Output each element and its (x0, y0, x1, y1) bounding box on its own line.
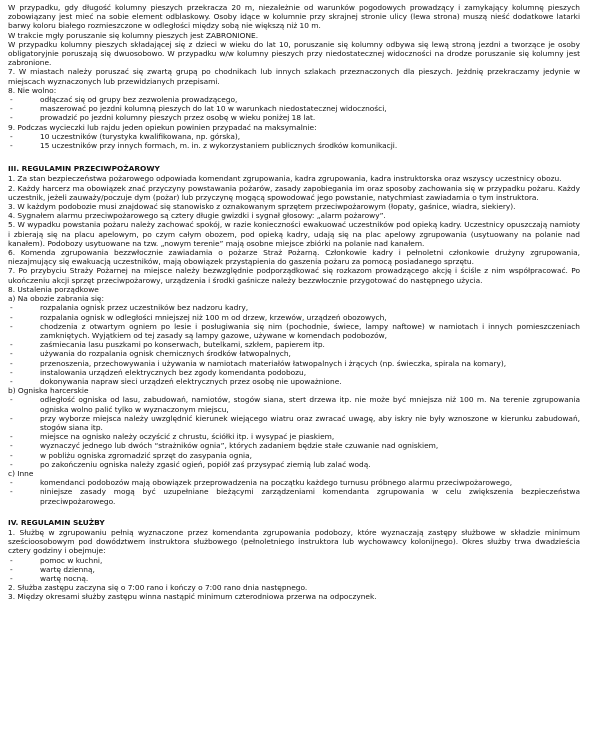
list-item: - odłączać się od grupy bez zezwolenia prowadzącego, (10, 95, 238, 105)
list-item: - wartę dzienną, (10, 564, 95, 574)
list-item-text: maszerować po jezdni kolumną pieszych do lat 10 w warunkach niedostatecznej widoczności, (40, 104, 387, 114)
list-item: - prowadzić po jezdni kolumny pieszych przez osobę w wieku poniżej 18 lat. (10, 113, 316, 123)
subsection-heading: a) Na obozie zabrania się: (8, 294, 104, 304)
list-item-text: rozpalania ognisk w odległości mniejszej niż 100 m od drzew, krzewów, urządzeń obozowych, (40, 312, 387, 322)
list-item: - rozpalania ognisk w odległości mniejszej niż 100 m od drzew, krzewów, urządzeń obozowych, (10, 312, 387, 322)
paragraph: 8. Nie wolno: (8, 85, 57, 95)
paragraph: 2. Służba zastępu zaczyna się o 7:00 rano i kończy o 7:00 rano dnia następnego. (8, 583, 308, 593)
list-item-text: dokonywania napraw sieci urządzeń elektrycznych przez osobę nie upoważnione. (40, 376, 342, 386)
paragraph: 7. Po przybyciu Straży Pożarnej na miejsce należy bezwzględnie podporządkować się rozkazom prowadzącego akcję i ściśle z nim współpracować. Po ukończeniu akcji sprzęt przeciwpożarowy, urządzenia i środki gaśnicze należy bezzwłocznie przygotować do następnego użycia. (8, 266, 580, 285)
list-item-text: rozpalania ognisk przez uczestników bez nadzoru kadry, (40, 303, 249, 313)
list-item: - pomoc w kuchni, (10, 555, 103, 565)
section-heading: III. REGULAMIN PRZECIWPOŻAROWY (8, 164, 160, 174)
list-item: - 15 uczestników przy innych formach, m. in. z wykorzystaniem publicznych środków komunikacji. (10, 141, 398, 151)
list-item-text: wartę dzienną, (40, 564, 95, 574)
list-item: - niniejsze zasady mogą być uzupełniane bieżącymi zarządzeniami komendanta zgrupowania w celu zwiększenia bezpieczeństwa przeciwpożarowego. (10, 487, 580, 506)
paragraph: W przypadku kolumny pieszych składającej się z dzieci w wieku do lat 10, poruszanie się kolumny odbywa się lewą stroną jezdni a tworzące je osoby obligatoryjnie poruszają się dwuosobowo. W przypadku w/w kolumny pieszych przy niedostatecznej widoczności na drodze poruszanie się kolumny jest zabronione. (8, 39, 580, 68)
paragraph: 1. Za stan bezpieczeństwa pożarowego odpowiada komendant zgrupowania, kadra zgrupowania, kadra instruktorska oraz wszyscy uczestnicy obozu. (8, 174, 562, 184)
list-item-text: zaśmiecania lasu puszkami po konserwach, butelkami, szkłem, papierem itp. (40, 340, 325, 350)
list-item-text: przy wyborze miejsca należy uwzględnić kierunek wiejącego wiatru oraz zwracać uwagę, aby iskry nie były wznoszone w kierunku zabudowań, stogów siana itp. (40, 413, 580, 432)
list-item-text: odległość ogniska od lasu, zabudowań, namiotów, stogów siana, stert drzewa itp. nie może być mniejsza niż 100 m. Na terenie zgrupowania ogniska wolno palić tylko w wyznaczonym miejscu, (40, 395, 580, 414)
list-item: - odległość ogniska od lasu, zabudowań, namiotów, stogów siana, stert drzewa itp. nie może być mniejsza niż 100 m. Na terenie zgrupowania ogniska wolno palić tylko w wyznaczonym miejscu, (10, 395, 580, 414)
list-item: - miejsce na ognisko należy oczyścić z chrustu, ściółki itp. i wysypać je piaskiem, (10, 432, 335, 442)
list-item-text: niniejsze zasady mogą być uzupełniane bieżącymi zarządzeniami komendanta zgrupowania w celu zwiększenia bezpieczeństwa przeciwpożarowego. (40, 487, 580, 506)
list-item: - chodzenia z otwartym ogniem po lesie i posługiwania się nim (pochodnie, świece, lampy naftowe) w namiotach i innych pomieszczeniach zamkniętych. Wyjątkiem od tej zasady są lampy gazowe, używane w komendach podobozów, (10, 321, 580, 340)
list-item-text: odłączać się od grupy bez zezwolenia prowadzącego, (40, 95, 238, 105)
list-item: - wartę nocną. (10, 573, 89, 583)
list-item-text: wyznaczyć jednego lub dwóch “strażników ognia”, których zadaniem będzie stałe czuwanie nad ogniskiem, (40, 441, 439, 451)
list-item: - dokonywania napraw sieci urządzeń elektrycznych przez osobę nie upoważnione. (10, 376, 342, 386)
list-item-text: instalowania urządzeń elektrycznych bez zgody komendanta podobozu, (40, 367, 307, 377)
paragraph: 3. W każdym podobozie musi znajdować się stanowisko z oznakowanym sprzętem przeciwpożarowym (łopaty, gaśnice, wiadra, siekiery). (8, 202, 516, 212)
list-item-text: w pobliżu ogniska zgromadzić sprzęt do zasypania ognia, (40, 450, 252, 460)
subsection-heading: b) Ogniska harcerskie (8, 386, 89, 396)
paragraph: W trakcie mgły poruszanie się kolumny pieszych jest ZABRONIONE. (8, 30, 259, 40)
list-item-text: miejsce na ognisko należy oczyścić z chrustu, ściółki itp. i wysypać je piaskiem, (40, 432, 335, 442)
paragraph: 4. Sygnałem alarmu przeciwpożarowego są cztery długie gwizdki i sygnał głosowy: „alarm pożarowy”. (8, 211, 386, 221)
paragraph: 5. W wypadku powstania pożaru należy zachować spokój, w razie konieczności ewakuować uczestników pod opieką kadry. Uczestnicy opuszczają namioty i zbierają się na placu apelowym, po czym całym obozem, pod opieką kadry, udają się na plac apelowy zgrupowania (usytuowany na polanie nad kanałem). Podobozy usytuowane na tzw. „nowym terenie” mają osobne miejsce zbiórki na polanie nad kanałem. (8, 220, 580, 248)
list-item-text: komendanci podobozów mają obowiązek przeprowadzenia na początku każdego turnusu próbnego alarmu przeciwpożarowego, (40, 478, 513, 488)
list-item-text: 15 uczestników przy innych formach, m. in. z wykorzystaniem publicznych środków komunikacji. (40, 141, 398, 151)
paragraph: 6. Komenda zgrupowania bezzwłocznie zawiadamia o pożarze Straż Pożarną. Członkowie kadry i pełnoletni członkowie drużyny zgrupowania, niezajmujący się ewakuacją uczestników, mają obowiązek przystąpienia do gaszenia pożaru za pomocą posiadanego sprzętu. (8, 248, 580, 267)
list-item-text: po zakończeniu ogniska należy zgasić ogień, popiół zaś przysypać ziemią lub zalać wodą. (40, 459, 371, 469)
list-item-text: chodzenia z otwartym ogniem po lesie i posługiwania się nim (pochodnie, świece, lampy naftowe) w namiotach i innych pomieszczeniach zamkniętych. Wyjątkiem od tej zasady są lampy gazowe, używane w komendach podobozów, (40, 321, 580, 340)
list-item-text: przenoszenia, przechowywania i używania w namiotach materiałów łatwopalnych i żrących (np. świeczka, spirala na komary), (40, 358, 507, 368)
list-item-text: używania do rozpalania ognisk chemicznych środków łatwopalnych, (40, 349, 291, 359)
list-item-text: pomoc w kuchni, (40, 555, 103, 565)
list-item: - używania do rozpalania ognisk chemicznych środków łatwopalnych, (10, 349, 291, 359)
list-item: - komendanci podobozów mają obowiązek przeprowadzenia na początku każdego turnusu próbnego alarmu przeciwpożarowego, (10, 478, 513, 488)
list-item: - 10 uczestników (turystyka kwalifikowana, np. górska), (10, 131, 241, 141)
list-item: - zaśmiecania lasu puszkami po konserwach, butelkami, szkłem, papierem itp. (10, 340, 325, 350)
paragraph: 9. Podczas wycieczki lub rajdu jeden opiekun powinien przypadać na maksymalnie: (8, 122, 317, 132)
list-item-text: wartę nocną. (40, 573, 89, 583)
list-item: - maszerować po jezdni kolumną pieszych do lat 10 w warunkach niedostatecznej widoczności, (10, 104, 387, 114)
paragraph: W przypadku, gdy długość kolumny pieszych przekracza 20 m, niezależnie od warunków pogodowych prowadzący i zamykający kolumnę pieszych zobowiązany jest mieć na sobie element odblaskowy. Osoby idące w kolumnie przy skrajnej stronie ulicy (lewa strona) muszą nieść dodatkowe latarki barwy koloru białego rozmieszczone w odległości między sobą nie większą niż 10 m. (8, 3, 580, 31)
list-item: - przy wyborze miejsca należy uwzględnić kierunek wiejącego wiatru oraz zwracać uwagę, aby iskry nie były wznoszone w kierunku zabudowań, stogów siana itp. (10, 413, 580, 432)
list-item: - po zakończeniu ogniska należy zgasić ogień, popiół zaś przysypać ziemią lub zalać wodą. (10, 459, 371, 469)
list-item-text: 10 uczestników (turystyka kwalifikowana, np. górska), (40, 131, 241, 141)
list-item: - rozpalania ognisk przez uczestników bez nadzoru kadry, (10, 303, 249, 313)
list-item: - w pobliżu ogniska zgromadzić sprzęt do zasypania ognia, (10, 450, 252, 460)
subsection-heading: c) Inne (8, 468, 34, 478)
list-item: - wyznaczyć jednego lub dwóch “strażników ognia”, których zadaniem będzie stałe czuwanie nad ogniskiem, (10, 441, 439, 451)
paragraph: 8. Ustalenia porządkowe (8, 284, 99, 294)
paragraph: 2. Każdy harcerz ma obowiązek znać przyczyny powstawania pożarów, zasady zapobiegania im oraz sposoby zachowania się w przypadku pożaru. Każdy uczestnik, jeżeli zauważy/poczuje dym (pożar) lub przyczynę mogącą spowodować jego powstanie, natychmiast zawiadamia o tym instruktora. (8, 183, 580, 202)
list-item-text: prowadzić po jezdni kolumny pieszych przez osobę w wieku poniżej 18 lat. (40, 113, 316, 123)
list-item: - przenoszenia, przechowywania i używania w namiotach materiałów łatwopalnych i żrących (np. świeczka, spirala na komary), (10, 358, 507, 368)
paragraph: 7. W miastach należy poruszać się zwartą grupą po chodnikach lub innych szlakach przeznaczonych dla pieszych. Jeżdnię przekraczamy jedynie w miejscach wyznaczonych lub przewidzianych przepisami. (8, 67, 580, 86)
paragraph: 3. Między okresami służby zastępu winna nastąpić minimum czterodniowa przerwa na odpoczynek. (8, 592, 377, 602)
paragraph: 1. Służbę w zgrupowaniu pełnią wyznaczone przez komendanta zgrupowania podobozy, które wyznaczają zastępy służbowe w składzie minimum sześcioosobowym pod dowództwem instruktora służbowego (pełnoletniego instruktora lub wychowawcy kolonijnego). Okres służby trwa dwadzieścia cztery godziny i obejmuje: (8, 527, 580, 556)
section-heading: IV. REGULAMIN SŁUŻBY (8, 517, 105, 527)
list-item: - instalowania urządzeń elektrycznych bez zgody komendanta podobozu, (10, 367, 307, 377)
